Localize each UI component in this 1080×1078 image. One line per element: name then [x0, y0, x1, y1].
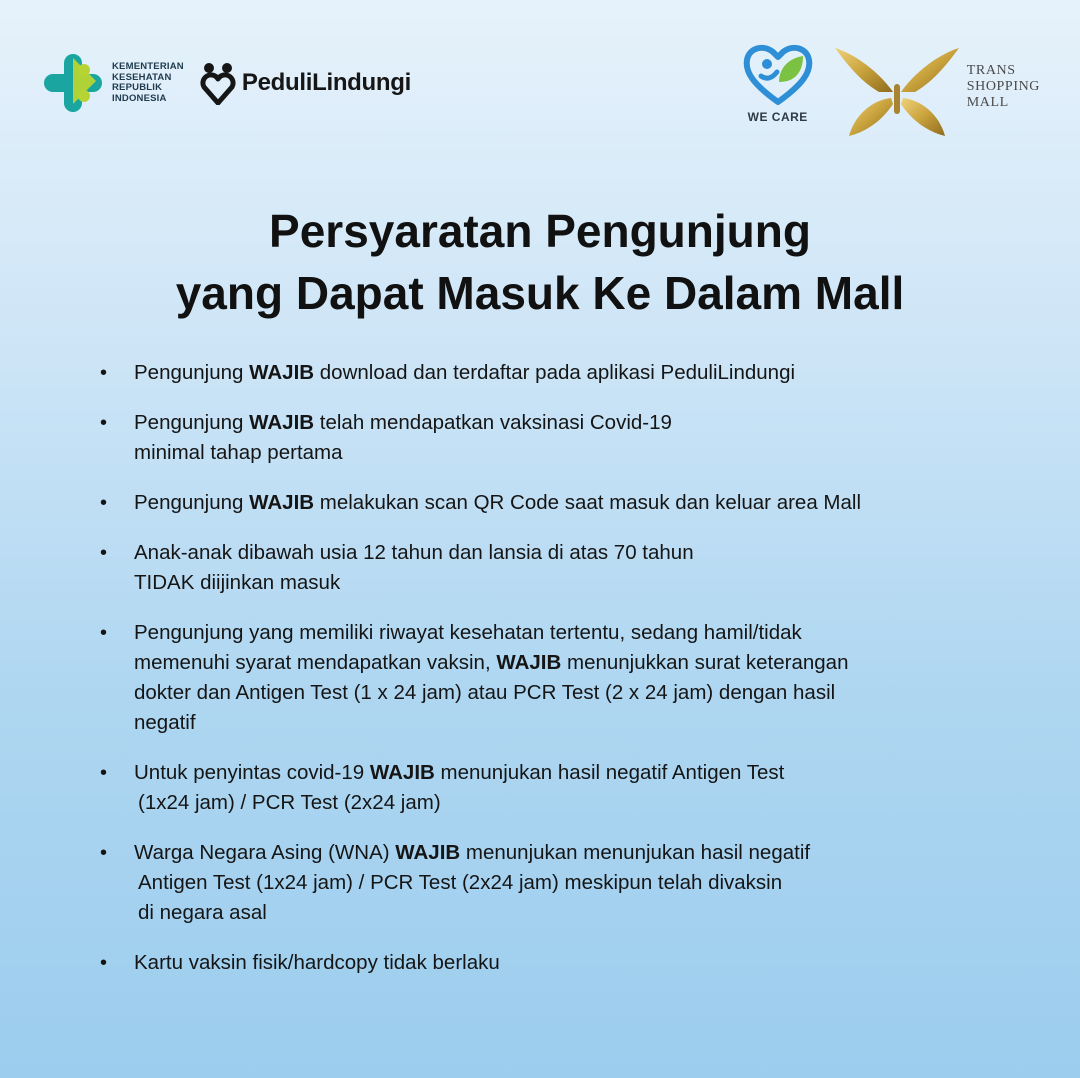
requirement-text: memenuhi syarat mendapatkan vaksin, — [134, 651, 497, 674]
requirement-item — [100, 618, 1000, 738]
trans-line: SHOPPING — [966, 79, 1040, 94]
requirement-text: Kartu vaksin fisik/hardcopy tidak berlaku — [134, 951, 500, 974]
trans-text — [967, 63, 1040, 111]
requirement-line — [134, 618, 1000, 648]
wajib-emphasis: WAJIB — [369, 761, 435, 784]
trans-shopping-mall-logo — [833, 42, 1040, 140]
pedulilindungi-logo — [200, 61, 411, 105]
wecare-logo — [743, 42, 813, 124]
wajib-emphasis: WAJIB — [249, 361, 315, 384]
requirement-text: menunjukan hasil negatif Antigen Test — [434, 761, 785, 784]
requirement-text: TIDAK diijinkan masuk — [134, 571, 341, 594]
requirement-item — [100, 538, 1000, 598]
pedulilindungi-text: PeduliLindungi — [241, 69, 411, 96]
butterfly-icon — [833, 42, 961, 140]
partner-logos-left — [44, 52, 411, 114]
kemenkes-logo — [44, 52, 184, 114]
pedulilindungi-icon — [200, 61, 236, 105]
requirement-line — [134, 948, 1000, 978]
kemenkes-line: REPUBLIK — [112, 82, 163, 93]
requirements-list — [100, 358, 1000, 998]
requirement-line — [134, 538, 1000, 568]
title-line-2: yang Dapat Masuk Ke Dalam Mall — [175, 267, 905, 319]
wajib-emphasis: WAJIB — [496, 651, 562, 674]
requirement-text: menunjukan menunjukan hasil negatif — [460, 841, 811, 864]
kemenkes-line: KESEHATAN — [112, 71, 172, 83]
requirement-text: Untuk penyintas covid-19 — [134, 761, 370, 784]
kemenkes-text — [112, 62, 184, 104]
requirement-line — [134, 758, 1000, 788]
requirement-line — [134, 358, 1000, 388]
kemenkes-line: INDONESIA — [112, 92, 167, 104]
requirement-line — [134, 838, 1000, 868]
requirement-text: negatif — [134, 711, 196, 734]
wecare-text: WE CARE — [747, 110, 808, 124]
requirement-text: dokter dan Antigen Test (1 x 24 jam) atau PCR Test (2 x 24 jam) dengan hasil — [134, 681, 836, 704]
requirement-text: minimal tahap pertama — [134, 441, 343, 464]
requirement-text: Pengunjung — [134, 491, 250, 514]
requirement-line — [134, 408, 1000, 438]
requirement-line — [134, 708, 1000, 738]
partner-logos-right — [743, 42, 1040, 140]
wajib-emphasis: WAJIB — [249, 411, 315, 434]
wajib-emphasis: WAJIB — [395, 841, 461, 864]
requirement-line — [134, 788, 1000, 818]
requirement-item — [100, 408, 1000, 468]
requirement-item — [100, 948, 1000, 978]
requirement-line — [134, 868, 1000, 898]
requirement-item — [100, 758, 1000, 818]
requirement-text: (1x24 jam) / PCR Test (2x24 jam) — [138, 791, 441, 814]
wecare-heart-icon — [743, 42, 813, 106]
requirement-line — [134, 568, 1000, 598]
requirement-text: Pengunjung yang memiliki riwayat kesehatan tertentu, sedang hamil/tidak — [134, 621, 802, 644]
requirement-line — [134, 438, 1000, 468]
requirement-line — [134, 648, 1000, 678]
requirement-text: melakukan scan QR Code saat masuk dan keluar area Mall — [314, 491, 862, 514]
requirement-text: Warga Negara Asing (WNA) — [134, 841, 396, 864]
requirement-text: telah mendapatkan vaksinasi Covid-19 — [314, 411, 672, 434]
requirement-text: menunjukkan surat keterangan — [561, 651, 849, 674]
requirement-text: Antigen Test (1x24 jam) / PCR Test (2x24 jam) meskipun telah divaksin — [138, 871, 783, 894]
requirement-text: Pengunjung — [134, 361, 250, 384]
title-line-1: Persyaratan Pengunjung — [269, 205, 811, 257]
requirement-text: di negara asal — [138, 901, 267, 924]
kemenkes-cross-icon — [44, 52, 104, 114]
requirement-line — [134, 488, 1000, 518]
requirement-line — [134, 678, 1000, 708]
page-title — [0, 200, 1080, 324]
trans-line: TRANS — [966, 63, 1016, 78]
wajib-emphasis: WAJIB — [249, 491, 315, 514]
requirement-item — [100, 838, 1000, 928]
kemenkes-line: KEMENTERIAN — [112, 61, 184, 72]
requirement-item — [100, 358, 1000, 388]
requirement-text: Pengunjung — [134, 411, 250, 434]
requirement-text: Anak-anak dibawah usia 12 tahun dan lansia di atas 70 tahun — [134, 541, 694, 564]
requirement-text: download dan terdaftar pada aplikasi PeduliLindungi — [314, 361, 796, 384]
trans-line: MALL — [966, 95, 1009, 110]
requirement-line — [134, 898, 1000, 928]
requirement-item — [100, 488, 1000, 518]
